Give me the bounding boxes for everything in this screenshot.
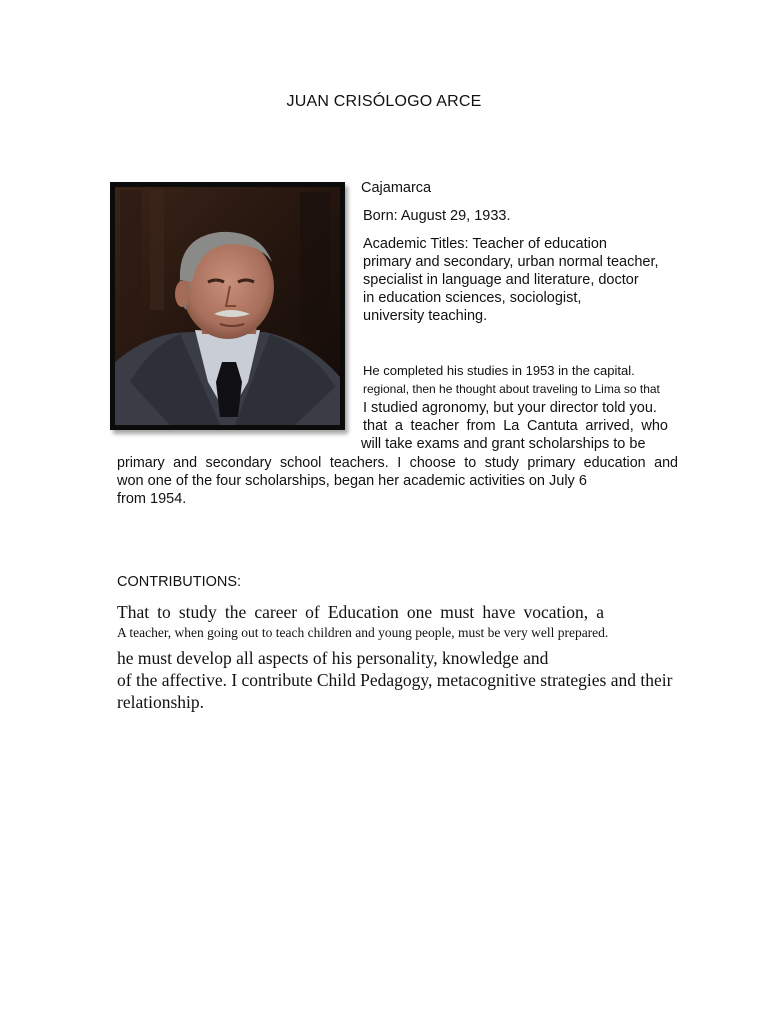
studies-line: from 1954. xyxy=(117,491,187,507)
studies-line: regional, then he thought about traveling to Lima so that xyxy=(363,382,660,396)
studies-line: He completed his studies in 1953 in the capital. xyxy=(363,363,635,378)
birthplace: Cajamarca xyxy=(361,180,432,196)
studies-line: will take exams and grant scholarships to be xyxy=(361,436,646,452)
studies-line: primary and secondary school teachers. I choose to study primary education and xyxy=(117,455,678,471)
academic-titles-line: in education sciences, sociologist, xyxy=(363,290,582,306)
studies-line: I studied agronomy, but your director told you. xyxy=(363,400,657,416)
portrait-image xyxy=(110,182,345,430)
studies-line: that a teacher from La Cantuta arrived, who xyxy=(363,418,668,434)
contributions-line: A teacher, when going out to teach children and young people, must be very well prepared. xyxy=(117,625,609,640)
contributions-line: of the affective. I contribute Child Pedagogy, metacognitive strategies and their xyxy=(117,670,673,690)
contributions-line: That to study the career of Education one must have vocation, a xyxy=(117,602,604,622)
contributions-line: relationship. xyxy=(117,692,204,712)
page-title: JUAN CRISÓLOGO ARCE xyxy=(286,93,482,110)
contributions-line: he must develop all aspects of his personality, knowledge and xyxy=(117,648,549,668)
studies-line: won one of the four scholarships, began her academic activities on July 6 xyxy=(117,473,587,489)
academic-titles-line: Academic Titles: Teacher of education xyxy=(363,236,607,252)
portrait-photo xyxy=(110,182,345,430)
academic-titles-line: university teaching. xyxy=(363,308,488,324)
academic-titles-line: specialist in language and literature, doctor xyxy=(363,272,639,288)
contributions-heading: CONTRIBUTIONS: xyxy=(117,574,242,590)
birth-date: Born: August 29, 1933. xyxy=(363,208,511,224)
academic-titles-line: primary and secondary, urban normal teacher, xyxy=(363,254,659,270)
